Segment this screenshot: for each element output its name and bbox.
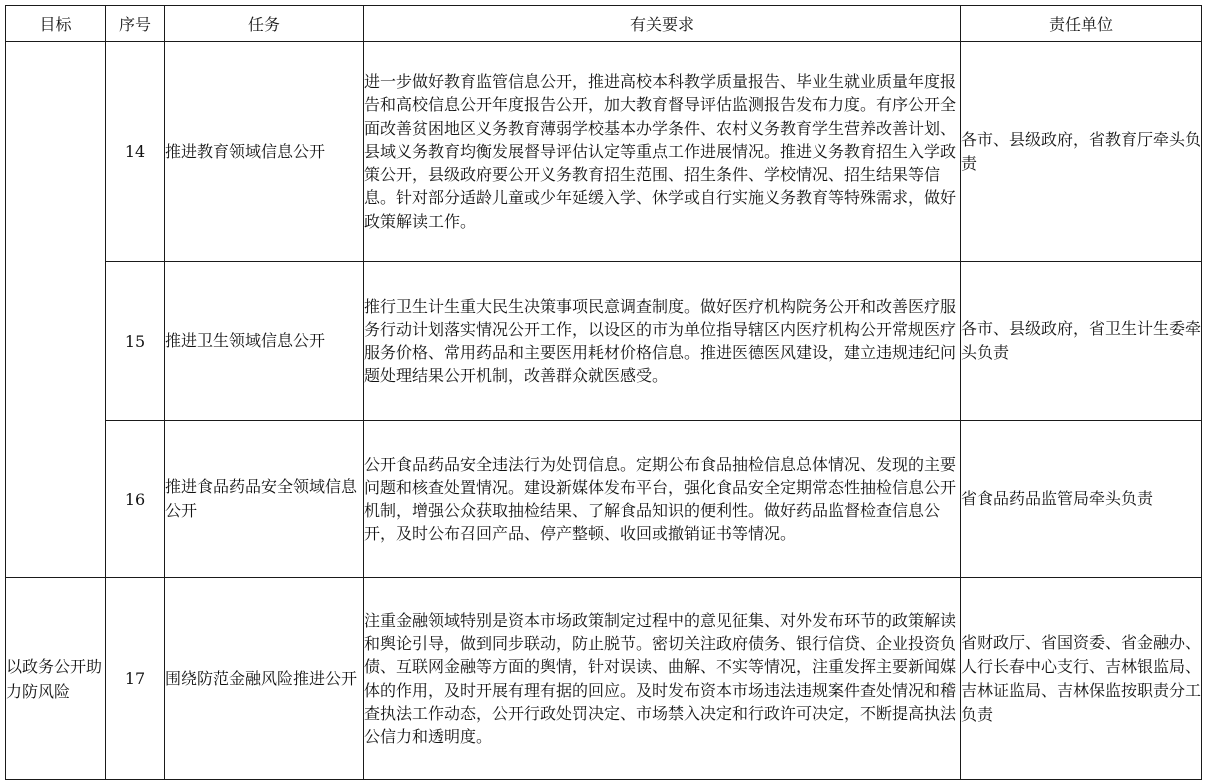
row-requirement: 公开食品药品安全违法行为处罚信息。定期公布食品抽检信息总体情况、发现的主要问题和核查处置情况。建设新媒体发布平台，强化食品安全定期常态性抽检信息公开机制，增强公众获取抽检结果、了解食品知识的便利性。做好药品监督检查信息公开，及时公布召回产品、停产整顿、收回或撤销证书等情况。 [364,421,961,578]
row-requirement: 推行卫生计生重大民生决策事项民意调查制度。做好医疗机构院务公开和改善医疗服务行动计划落实情况公开工作，以设区的市为单位指导辖区内医疗机构公开常规医疗服务价格、常用药品和主要医用耗材价格信息。推进医德医风建设，建立违规违纪问题处理结果公开机制，改善群众就医感受。 [364,262,961,421]
table-row [6,578,1202,780]
row-task: 推进卫生领域信息公开 [165,262,364,421]
row-num: 16 [106,421,165,578]
row-task: 围绕防范金融风险推进公开 [165,578,364,780]
table-row [6,262,1202,421]
header-num: 序号 [106,6,165,42]
row-unit: 各市、县级政府，省卫生计生委牵头负责 [961,262,1202,421]
table-row [6,421,1202,578]
row-num: 14 [106,42,165,262]
table-row [6,42,1202,262]
row-num: 15 [106,262,165,421]
header-goal: 目标 [6,6,106,42]
row-unit: 省食品药品监管局牵头负责 [961,421,1202,578]
row-num: 17 [106,578,165,780]
row-requirement: 注重金融领域特别是资本市场政策制定过程中的意见征集、对外发布环节的政策解读和舆论引导，做到同步联动，防止脱节。密切关注政府债务、银行信贷、企业投资负债、互联网金融等方面的舆情，针对误读、曲解、不实等情况，注重发挥主要新闻媒体的作用，及时开展有理有据的回应。及时发布资本市场违法违规案件查处情况和稽查执法工作动态，公开行政处罚决定、市场禁入决定和行政许可决定，不断提高执法公信力和透明度。 [364,578,961,780]
row-unit: 各市、县级政府，省教育厅牵头负责 [961,42,1202,262]
header-unit: 责任单位 [961,6,1202,42]
goal-cell-empty [6,42,106,578]
header-task: 任务 [165,6,364,42]
row-task: 推进食品药品安全领域信息公开 [165,421,364,578]
row-requirement: 进一步做好教育监管信息公开，推进高校本科教学质量报告、毕业生就业质量年度报告和高校信息公开年度报告公开，加大教育督导评估监测报告发布力度。有序公开全面改善贫困地区义务教育薄弱学校基本办学条件、农村义务教育学生营养改善计划、县域义务教育均衡发展督导评估认定等重点工作进展情况。推进义务教育招生入学政策公开，县级政府要公开义务教育招生范围、招生条件、学校情况、招生结果等信息。针对部分适龄儿童或少年延缓入学、休学或自行实施义务教育等特殊需求，做好政策解读工作。 [364,42,961,262]
table-header-row [6,6,1202,42]
row-task: 推进教育领域信息公开 [165,42,364,262]
row-unit: 省财政厅、省国资委、省金融办、人行长春中心支行、吉林银监局、吉林证监局、吉林保监按职责分工负责 [961,578,1202,780]
header-requirement: 有关要求 [364,6,961,42]
policy-task-table [5,5,1202,780]
goal-cell: 以政务公开助力防风险 [6,578,106,780]
